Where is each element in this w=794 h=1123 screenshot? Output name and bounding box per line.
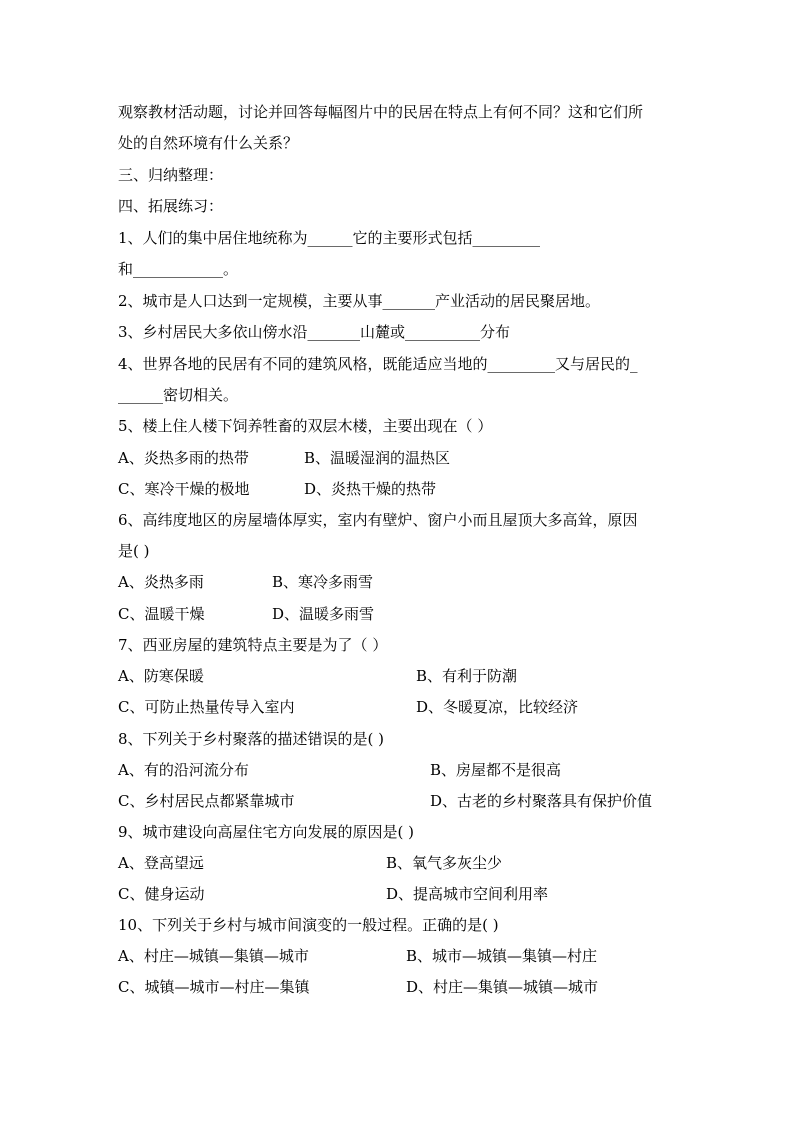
question-10-option-c: C、城镇—城市—村庄—集镇 [118, 978, 310, 996]
section-practice-heading: 四、拓展练习： [118, 197, 224, 215]
question-9-options-row-2 [118, 884, 688, 904]
question-7-stem: 7、西亚房屋的建筑特点主要是为了（ ） [118, 636, 388, 654]
question-5-stem: 5、楼上住人楼下饲养牲畜的双层木楼，主要出现在（ ） [118, 417, 493, 435]
question-7-option-c: C、可防止热量传导入室内 [118, 698, 295, 716]
activity-text-line-1: 观察教材活动题，讨论并回答每幅图片中的民居在特点上有何不同？这和它们所 [118, 103, 644, 121]
question-9-option-c: C、健身运动 [118, 885, 205, 903]
question-5-option-b: B、温暖湿润的温热区 [304, 449, 451, 467]
question-6-stem-line-1: 6、高纬度地区的房屋墙体厚实，室内有壁炉、窗户小而且屋顶大多高耸，原因 [118, 511, 638, 529]
question-8-option-b: B、房屋都不是很高 [430, 761, 562, 779]
question-9-options-row-1 [118, 853, 688, 873]
question-1-line-1: 1、人们的集中居住地统称为______它的主要形式包括_________ [118, 229, 541, 247]
question-9-option-d: D、提高城市空间利用率 [386, 885, 549, 903]
question-7-option-a: A、防寒保暖 [118, 667, 204, 685]
question-5-option-d: D、炎热干燥的热带 [304, 480, 437, 498]
question-2: 2、城市是人口达到一定规模，主要从事_______产业活动的居民聚居地。 [118, 292, 601, 310]
question-8-options-row-2 [118, 791, 688, 811]
question-5-option-c: C、寒冷干燥的极地 [118, 480, 250, 498]
question-7-options-row-2 [118, 697, 688, 717]
question-5-options-row-1 [118, 448, 688, 468]
question-7-option-d: D、冬暖夏凉，比较经济 [416, 698, 579, 716]
section-summary-heading: 三、归纳整理： [118, 166, 224, 184]
question-9-stem: 9、城市建设向高屋住宅方向发展的原因是( ) [118, 823, 415, 841]
question-10-option-a: A、村庄—城镇—集镇—城市 [118, 947, 309, 965]
question-6-option-d: D、温暖多雨雪 [272, 605, 375, 623]
question-8-stem: 8、下列关于乡村聚落的描述错误的是( ) [118, 730, 385, 748]
question-4-line-1: 4、世界各地的民居有不同的建筑风格，既能适应当地的_________又与居民的_ [118, 355, 638, 373]
question-10-stem: 10、下列关于乡村与城市间演变的一般过程。正确的是( ) [118, 916, 499, 934]
question-8-option-c: C、乡村居民点都紧靠城市 [118, 792, 295, 810]
question-7-option-b: B、有利于防潮 [416, 667, 518, 685]
question-10-options-row-1 [118, 946, 688, 966]
activity-text-line-2: 处的自然环境有什么关系？ [118, 134, 299, 152]
question-6-stem-line-2: 是( ) [118, 542, 150, 560]
question-8-option-d: D、古老的乡村聚落具有保护价值 [430, 792, 653, 810]
question-4-line-2: ______密切相关。 [118, 386, 239, 404]
question-9-option-b: B、氧气多灰尘少 [386, 854, 503, 872]
question-8-options-row-1 [118, 760, 688, 780]
question-10-option-b: B、城市—城镇—集镇—村庄 [406, 947, 598, 965]
question-3: 3、乡村居民大多依山傍水沿_______山麓或__________分布 [118, 323, 511, 341]
question-1-line-2: 和____________。 [118, 260, 239, 278]
question-5-options-row-2 [118, 479, 688, 499]
question-5-option-a: A、炎热多雨的热带 [118, 449, 249, 467]
question-6-option-c: C、温暖干燥 [118, 605, 205, 623]
question-8-option-a: A、有的沿河流分布 [118, 761, 249, 779]
question-10-option-d: D、村庄—集镇—城镇—城市 [406, 978, 599, 996]
question-6-options-row-1 [118, 572, 688, 592]
question-6-option-a: A、炎热多雨 [118, 573, 204, 591]
question-6-option-b: B、寒冷多雨雪 [272, 573, 374, 591]
question-7-options-row-1 [118, 666, 688, 686]
question-9-option-a: A、登高望远 [118, 854, 204, 872]
question-6-options-row-2 [118, 604, 688, 624]
question-10-options-row-2 [118, 977, 688, 997]
